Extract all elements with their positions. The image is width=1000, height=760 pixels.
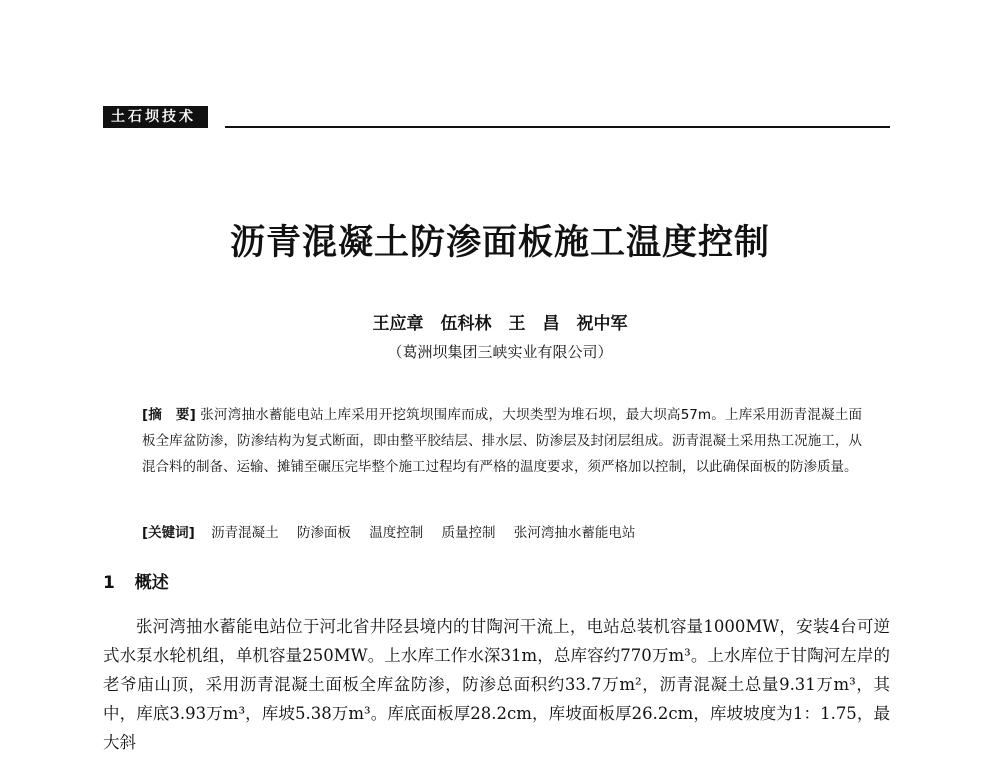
affiliation: （葛洲坝集团三峡实业有限公司） bbox=[387, 343, 613, 361]
article-title: 沥青混凝土防渗面板施工温度控制 bbox=[229, 222, 770, 263]
authors: 王应章 伍科林 王 昌 祝中军 bbox=[372, 314, 628, 334]
keywords-label: [关键词] bbox=[142, 525, 195, 541]
abstract bbox=[142, 402, 862, 480]
body-paragraph: 张河湾抽水蓄能电站位于河北省井陉县境内的甘陶河干流上，电站总装机容量1000MW，安装4台可逆式水泵水轮机组，单机容量250MW。上水库工作水深31m，总库容约770万m³。上水库位于甘陶河左岸的老爷庙山顶，采用沥青混凝土面板全库盆防渗，防渗总面积约33.7万m²，沥青混凝土总量9.31万m³，其中，库底3.93万m³，库坡5.38万m³。库底面板厚28.2cm，库坡面板厚26.2cm，库坡坡度为1：1.75，最大斜 bbox=[103, 617, 890, 752]
column-tag: 土石坝技术 bbox=[103, 106, 208, 128]
keyword: 防渗面板 bbox=[296, 525, 351, 541]
keyword: 质量控制 bbox=[441, 525, 496, 541]
keyword: 沥青混凝土 bbox=[211, 525, 279, 541]
keywords bbox=[142, 520, 862, 546]
keyword: 张河湾抽水蓄能电站 bbox=[513, 525, 636, 541]
section-heading bbox=[103, 568, 169, 593]
header-rule bbox=[225, 126, 890, 128]
abstract-text: 张河湾抽水蓄能电站上库采用开挖筑坝围库而成，大坝类型为堆石坝，最大坝高57m。上库采用沥青混凝土面板全库盆防渗，防渗结构为复式断面，即由整平胶结层、排水层、防渗层及封闭层组成。沥青混凝土采用热工况施工，从混合料的制备、运输、摊铺至碾压完毕整个施工过程均有严格的温度要求，须严格加以控制，以此确保面板的防渗质量。 bbox=[142, 407, 863, 475]
section-title: 概述 bbox=[134, 573, 169, 593]
abstract-label: [摘 要] bbox=[142, 407, 196, 423]
keyword: 温度控制 bbox=[369, 525, 424, 541]
section-number: 1 bbox=[103, 573, 115, 593]
